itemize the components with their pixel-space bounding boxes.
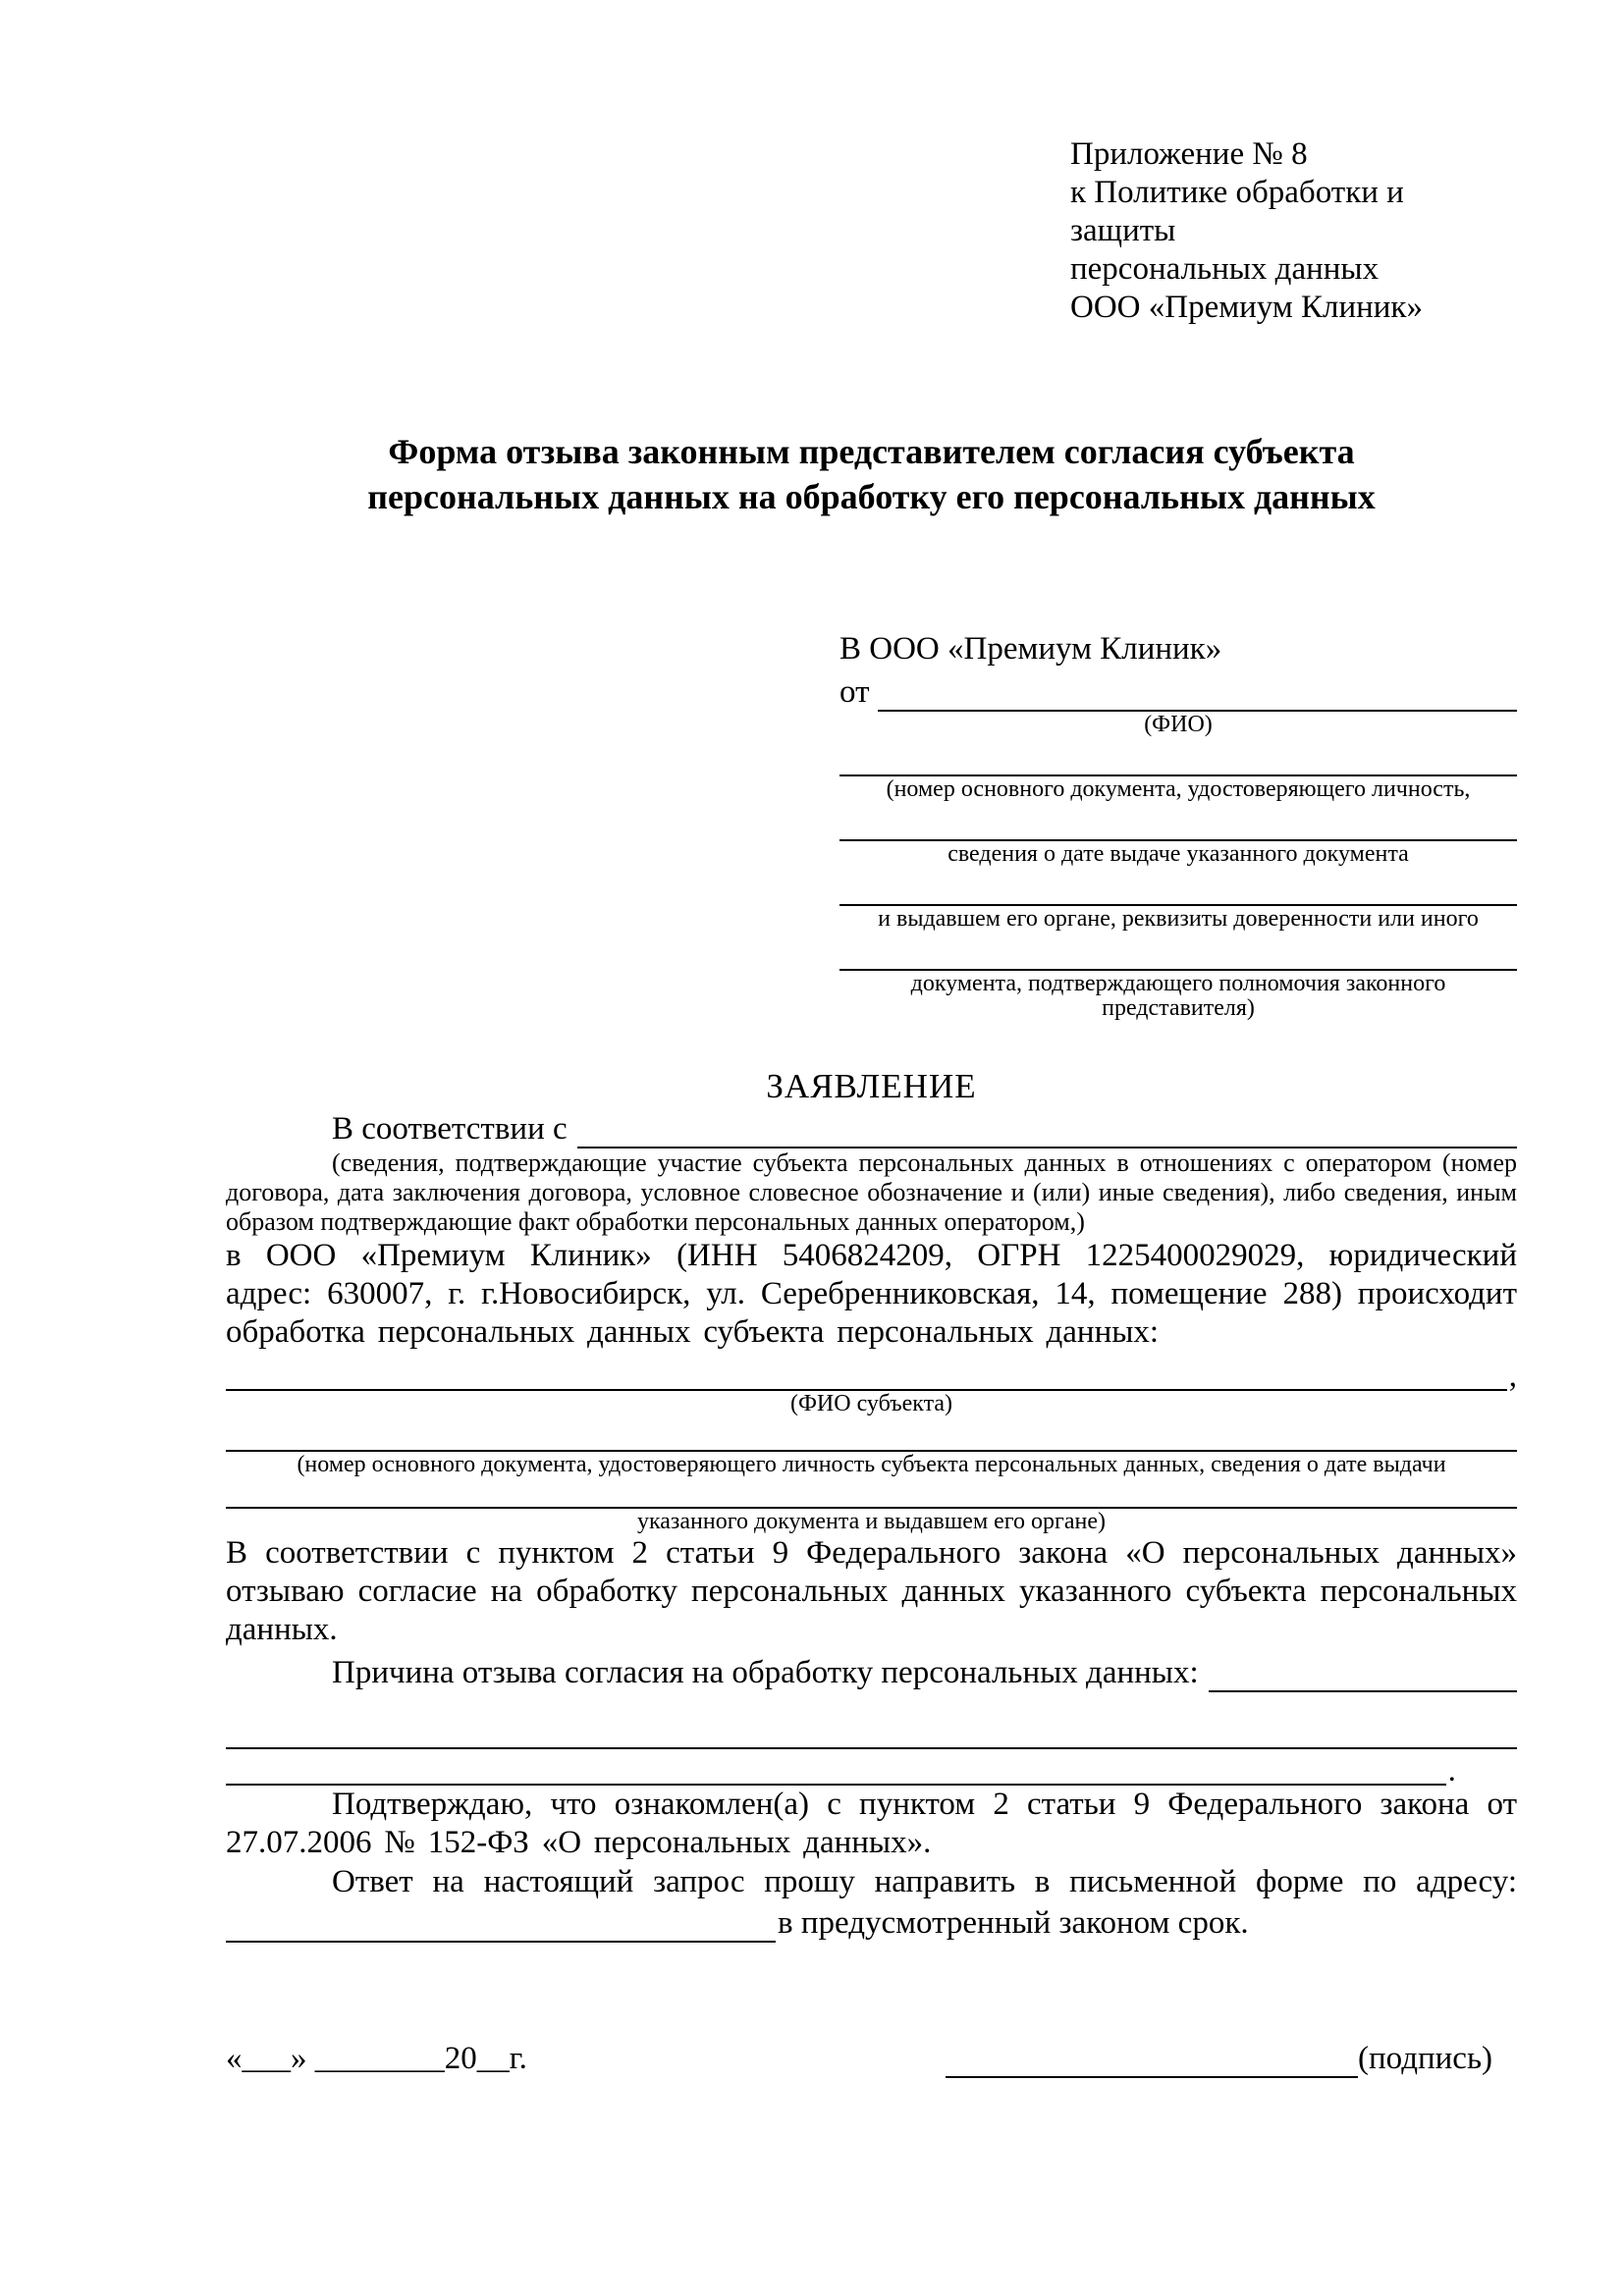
subject-doc-caption: (номер основного документа, удостоверяющего личность субъекта персональных данных, сведения о дате выдачи <box>297 1452 1446 1477</box>
intro-label: В соответствии с <box>332 1111 568 1147</box>
subject-fio-comma: , <box>1508 1359 1517 1394</box>
statement-heading: ЗАЯВЛЕНИЕ <box>766 1067 977 1105</box>
reply-address-row <box>226 1901 1517 1943</box>
document-title-line: Форма отзыва законным представителем согласия субъекта <box>388 432 1355 471</box>
signature-footer <box>226 2033 1517 2078</box>
subject-doc-blank-line <box>226 1477 1517 1509</box>
reason-text-blank-line-2 <box>226 1747 1446 1786</box>
from-row <box>839 668 1517 712</box>
fio-caption: (ФИО) <box>1144 712 1213 737</box>
representative-doc-field <box>839 867 1517 932</box>
subject-doc-field <box>226 1477 1517 1534</box>
signature-blank-line <box>946 2037 1358 2078</box>
reason-period: . <box>1447 1753 1456 1789</box>
withdrawal-paragraph: В соответствии с пунктом 2 статьи 9 Федерального закона «О персональных данных» отзываю согласие на обработку персональных данных указанного субъекта персональных данных. <box>226 1535 1517 1647</box>
reply-address-blank-line <box>226 1941 776 1943</box>
representative-doc-field <box>839 737 1517 802</box>
subject-fio-caption: (ФИО субъекта) <box>789 1391 953 1416</box>
acknowledgement-paragraph: Подтверждаю, что ознакомлен(а) с пунктом 2 статьи 9 Федерального закона от 27.07.2006 № 152-ФЗ «О персональных данных». <box>226 1787 1517 1860</box>
from-label: от <box>839 674 870 710</box>
appendix-header-line: персональных данных <box>1070 251 1380 287</box>
reason-text-blank-line-1 <box>226 1704 1517 1749</box>
representative-doc-caption: и выдавшем его органе, реквизиты доверенности или иного <box>878 906 1479 932</box>
subject-doc-caption: указанного документа и выдавшем его органе) <box>636 1509 1107 1534</box>
date-line: «___» ________20__г. <box>226 2041 527 2076</box>
subject-doc-blank-line <box>226 1416 1517 1452</box>
document-title <box>226 429 1517 519</box>
signature-group <box>946 2037 1492 2078</box>
reason-label: Причина отзыва согласия на обработку персональных данных: <box>332 1655 1199 1690</box>
appendix-header-line: Приложение № 8 <box>1070 136 1308 172</box>
document-title-line: персональных данных на обработку его персональных данных <box>367 477 1376 516</box>
addressee-block <box>839 629 1517 1021</box>
representative-doc-caption: документа, подтверждающего полномочия законного представителя) <box>910 971 1446 1021</box>
representative-doc-blank-line <box>839 802 1517 841</box>
fine-print-note: (сведения, подтверждающие участие субъекта персональных данных в отношениях с оператором (номер договора, дата заключения договора, условное словесное обозначение и (или) иные сведения), либо сведения, иным образом подтверждающие факт обработки персональных данных оператором,) <box>226 1148 1517 1236</box>
subject-doc-field <box>226 1416 1517 1477</box>
reply-paragraph: Ответ на настоящий запрос прошу направить в письменной форме по адресу: <box>332 1864 1517 1899</box>
reason-text-row-2 <box>226 1749 1517 1789</box>
reason-row <box>226 1649 1517 1692</box>
representative-doc-caption: (номер основного документа, удостоверяющего личность, <box>886 776 1471 802</box>
representative-doc-blank-line <box>839 867 1517 906</box>
appendix-header-line: ООО «Премиум Клиник» <box>1070 290 1423 325</box>
subject-fio-row <box>226 1352 1517 1394</box>
intro-row <box>226 1107 1517 1148</box>
representative-doc-caption: сведения о дате выдаче указанного документа <box>947 841 1409 867</box>
representative-doc-field <box>839 932 1517 1021</box>
signature-caption: (подпись) <box>1358 2041 1492 2076</box>
reply-suffix: в предусмотренный законом срок. <box>778 1905 1249 1941</box>
appendix-header-line: к Политике обработки и защиты <box>1070 175 1404 248</box>
appendix-header <box>1070 135 1517 327</box>
representative-doc-field <box>839 802 1517 867</box>
addressee-to: В ООО «Премиум Клиник» <box>839 631 1222 667</box>
operator-paragraph: в ООО «Премиум Клиник» (ИНН 5406824209, ОГРН 1225400029029, юридический адрес: 630007, г. г.Новосибирск, ул. Серебренниковская, 14, помещение 288) происходит обработка персональных данных субъекта персональных данных: <box>226 1238 1517 1350</box>
representative-doc-blank-line <box>839 737 1517 776</box>
representative-doc-blank-line <box>839 932 1517 971</box>
reason-blank-line <box>1209 1690 1517 1692</box>
